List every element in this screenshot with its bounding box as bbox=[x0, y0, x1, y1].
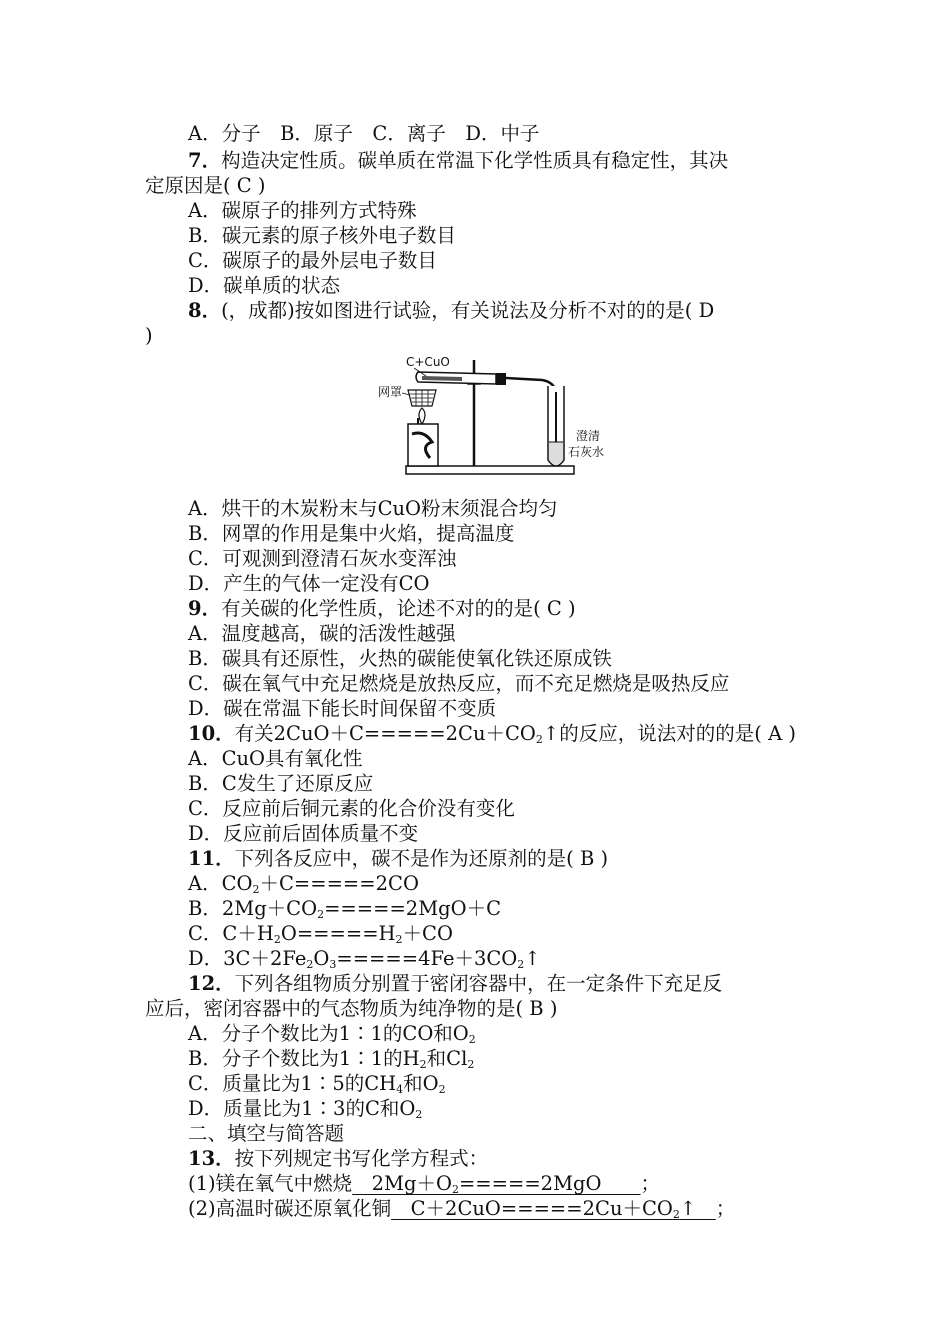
label-limewater-1: 澄清 bbox=[576, 429, 601, 443]
q9-option-a: A．温度越高，碳的活泼性越强 bbox=[188, 622, 456, 645]
label-reactants: C+CuO bbox=[406, 355, 450, 369]
q11-opt-c-3: 2 bbox=[395, 933, 403, 946]
q9-option-b: B．碳具有还原性，火热的碳能使氧化铁还原成铁 bbox=[188, 647, 612, 670]
q7-option-c: C．碳原子的最外层电子数目 bbox=[188, 249, 437, 272]
q12-opt-b-2: 和Cl bbox=[426, 1047, 468, 1070]
q8-option-b: B．网罩的作用是集中火焰，提高温度 bbox=[188, 522, 515, 545]
q13-p1-answer-2: =====2MgO bbox=[458, 1172, 641, 1195]
q10-stem-part-b: ↑的反应，说法对的的是( A ) bbox=[542, 722, 796, 745]
q11-stem bbox=[188, 847, 608, 871]
q13-p2-answer-0: C＋2CuO=====2Cu＋CO bbox=[391, 1197, 673, 1220]
q11-opt-a-0: A．CO bbox=[188, 872, 253, 895]
q12-number: 12． bbox=[188, 972, 235, 995]
q11-opt-c-2: O=====H bbox=[280, 922, 396, 945]
q13-p1-answer bbox=[352, 1172, 640, 1195]
q9-stem-text: 有关碳的化学性质，论述不对的的是( C ) bbox=[221, 597, 576, 620]
q12-opt-b-0: B．分子个数比为1∶1的H bbox=[188, 1047, 420, 1070]
label-net: 网罩 bbox=[378, 385, 403, 399]
q10-option-d: D．反应前后固体质量不变 bbox=[188, 822, 419, 845]
q10-option-c: C．反应前后铜元素的化合价没有变化 bbox=[188, 797, 515, 820]
q13-p1-end: ； bbox=[640, 1172, 661, 1195]
q8-stem-text: (，成都)按如图进行试验，有关说法及分析不对的的是( D bbox=[221, 299, 715, 322]
q7-option-a: A．碳原子的排列方式特殊 bbox=[188, 199, 417, 222]
q13-p2-label: (2)高温时碳还原氧化铜 bbox=[188, 1197, 392, 1220]
q12-opt-c-2: 和O bbox=[403, 1072, 439, 1095]
q8-option-a: A．烘干的木炭粉末与CuO粉末须混合均匀 bbox=[188, 497, 558, 520]
stand-base bbox=[406, 466, 574, 474]
q7-stem-text: 构造决定性质。碳单质在常温下化学性质具有稳定性，其决 bbox=[221, 149, 729, 172]
q12-option-a bbox=[188, 1022, 476, 1046]
q11-option-b bbox=[188, 897, 501, 921]
q13-p2-answer-1: 2 bbox=[672, 1208, 680, 1221]
q11-stem-text: 下列各反应中，碳不是作为还原剂的是( B ) bbox=[234, 847, 609, 870]
q12-opt-a-1: 2 bbox=[468, 1033, 476, 1046]
q9-option-d: D．碳在常温下能长时间保留不变质 bbox=[188, 697, 497, 720]
q12-opt-d-0: D．质量比为1∶3的C和O bbox=[188, 1097, 416, 1120]
q12-stem-text: 下列各组物质分别置于密闭容器中，在一定条件下充足反 bbox=[234, 972, 723, 995]
q10-option-a: A．CuO具有氧化性 bbox=[188, 747, 363, 770]
q11-opt-c-4: ＋CO bbox=[402, 922, 453, 945]
section-heading: 二、填空与简答题 bbox=[188, 1122, 345, 1145]
q11-opt-d-1: 2 bbox=[306, 958, 314, 971]
q11-number: 11． bbox=[188, 847, 235, 870]
q10-option-b: B．C发生了还原反应 bbox=[188, 772, 374, 795]
q7-option-d: D．碳单质的状态 bbox=[188, 274, 341, 297]
q9-number: 9． bbox=[188, 597, 222, 620]
label-limewater-2: 石灰水 bbox=[568, 445, 605, 459]
q11-opt-d-3: 3 bbox=[329, 958, 337, 971]
q10-number: 10． bbox=[188, 722, 235, 745]
q13-p1-answer-0: 2Mg＋O bbox=[352, 1172, 452, 1195]
q12-opt-d-1: 2 bbox=[415, 1108, 423, 1121]
q11-opt-b-0: B．2Mg＋CO bbox=[188, 897, 318, 920]
q8-option-c: C．可观测到澄清石灰水变浑浊 bbox=[188, 547, 457, 570]
q11-opt-b-2: =====2MgO＋C bbox=[324, 897, 502, 920]
q8-stem-line2: ) bbox=[145, 324, 153, 347]
q13-stem-text: 按下列规定书写化学方程式： bbox=[234, 1147, 489, 1170]
q12-opt-c-1: 4 bbox=[396, 1083, 404, 1096]
q13-p2-answer-2: ↑ bbox=[679, 1197, 716, 1220]
q11-opt-b-1: 2 bbox=[317, 908, 325, 921]
q11-opt-d-6: ↑ bbox=[524, 947, 541, 970]
q13-number: 13． bbox=[188, 1147, 235, 1170]
q7-number: 7． bbox=[188, 149, 222, 172]
q7-stem-line2: 定原因是( C ) bbox=[145, 174, 266, 197]
q13-part1 bbox=[188, 1172, 660, 1196]
q12-opt-b-1: 2 bbox=[419, 1058, 427, 1071]
q11-opt-d-2: O bbox=[313, 947, 330, 970]
q12-opt-a-0: A．分子个数比为1∶1的CO和O bbox=[188, 1022, 469, 1045]
q11-opt-a-2: ＋C=====2CO bbox=[259, 872, 419, 895]
q13-p1-label: (1)镁在氧气中燃烧 bbox=[188, 1172, 353, 1195]
q8-stem-line1 bbox=[188, 299, 714, 323]
q7-stem-line1 bbox=[188, 149, 728, 173]
q11-option-d bbox=[188, 947, 541, 971]
q12-option-b bbox=[188, 1047, 474, 1071]
q13-part2 bbox=[188, 1197, 735, 1221]
q8-option-d: D．产生的气体一定没有CO bbox=[188, 572, 430, 595]
stopper bbox=[496, 373, 506, 385]
q6-options: A．分子 B．原子 C．离子 D．中子 bbox=[188, 122, 540, 145]
q11-opt-a-1: 2 bbox=[252, 883, 260, 896]
q11-opt-d-4: =====4Fe＋3CO bbox=[336, 947, 518, 970]
q13-p2-answer bbox=[391, 1197, 716, 1220]
limewater-liquid bbox=[549, 442, 563, 465]
q13-p1-answer-1: 2 bbox=[451, 1183, 459, 1196]
q11-option-a bbox=[188, 872, 419, 896]
q10-stem-part-a: 有关2CuO＋C=====2Cu＋CO bbox=[234, 722, 536, 745]
q10-stem-sub: 2 bbox=[535, 733, 543, 746]
q12-option-d bbox=[188, 1097, 422, 1121]
q12-opt-c-3: 2 bbox=[438, 1083, 446, 1096]
q12-stem-line2: 应后，密闭容器中的气态物质为纯净物的是( B ) bbox=[145, 997, 558, 1020]
q11-opt-d-0: D．3C＋2Fe bbox=[188, 947, 307, 970]
q12-stem-line1 bbox=[188, 972, 722, 996]
q11-opt-d-5: 2 bbox=[517, 958, 525, 971]
q11-option-c bbox=[188, 922, 453, 946]
q11-opt-c-0: C．C＋H bbox=[188, 922, 274, 945]
q12-opt-b-3: 2 bbox=[467, 1058, 475, 1071]
q7-option-b: B．碳元素的原子核外电子数目 bbox=[188, 224, 456, 247]
q8-number: 8． bbox=[188, 299, 222, 322]
q8-apparatus-figure bbox=[378, 350, 648, 480]
q13-p2-end: ； bbox=[715, 1197, 736, 1220]
alcohol-lamp bbox=[408, 424, 438, 466]
q9-option-c: C．碳在氧气中充足燃烧是放热反应，而不充足燃烧是吸热反应 bbox=[188, 672, 730, 695]
q11-opt-c-1: 2 bbox=[273, 933, 281, 946]
q9-stem bbox=[188, 597, 576, 621]
q12-opt-c-0: C．质量比为1∶5的CH bbox=[188, 1072, 397, 1095]
q12-option-c bbox=[188, 1072, 446, 1096]
q13-stem bbox=[188, 1147, 488, 1171]
q10-stem bbox=[188, 722, 796, 746]
